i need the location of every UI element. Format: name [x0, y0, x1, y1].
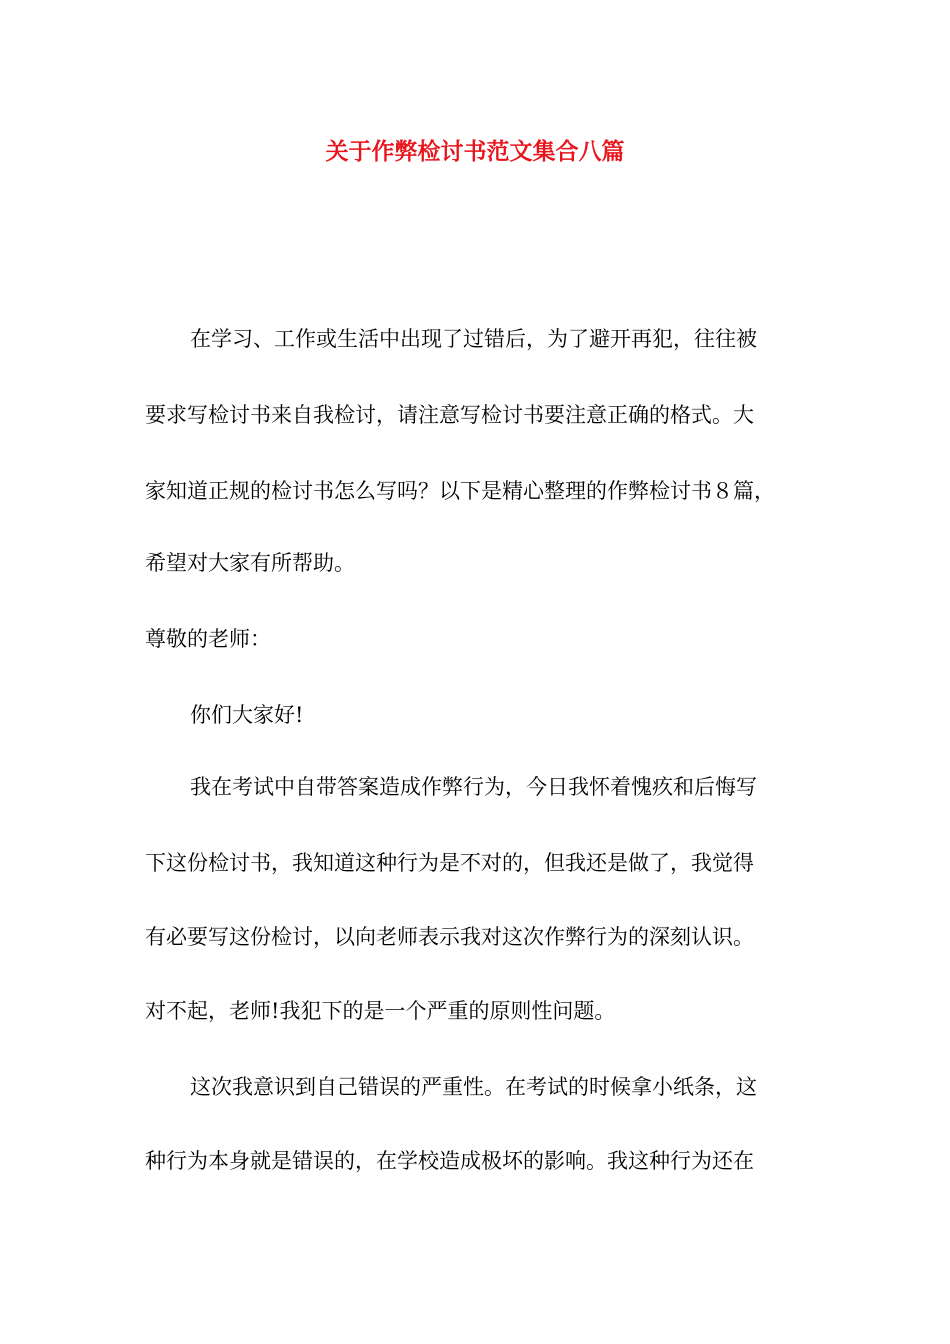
paragraph-line: 对不起，老师!我犯下的是一个严重的原则性问题。: [145, 999, 616, 1023]
paragraph-line: 我在考试中自带答案造成作弊行为，今日我怀着愧疚和后悔写: [190, 775, 757, 799]
paragraph-line: 种行为本身就是错误的，在学校造成极坏的影响。我这种行为还在: [145, 1149, 754, 1173]
paragraph-line: 有必要写这份检讨，以向老师表示我对这次作弊行为的深刻认识。: [145, 925, 754, 949]
paragraph-line: 家知道正规的检讨书怎么写吗？以下是精心整理的作弊检讨书８篇，: [145, 479, 775, 503]
paragraph-line: 下这份检讨书，我知道这种行为是不对的，但我还是做了，我觉得: [145, 851, 754, 875]
document-title: 关于作弊检讨书范文集合八篇: [325, 138, 625, 165]
paragraph-line: 在学习、工作或生活中出现了过错后，为了避开再犯，往往被: [190, 327, 757, 351]
paragraph-line: 希望对大家有所帮助。: [145, 551, 355, 575]
salutation: 尊敬的老师：: [145, 627, 271, 651]
paragraph-line: 这次我意识到自己错误的严重性。在考试的时候拿小纸条，这: [190, 1075, 757, 1099]
greeting: 你们大家好!: [190, 703, 304, 727]
paragraph-line: 要求写检讨书来自我检讨，请注意写检讨书要注意正确的格式。大: [145, 403, 754, 427]
